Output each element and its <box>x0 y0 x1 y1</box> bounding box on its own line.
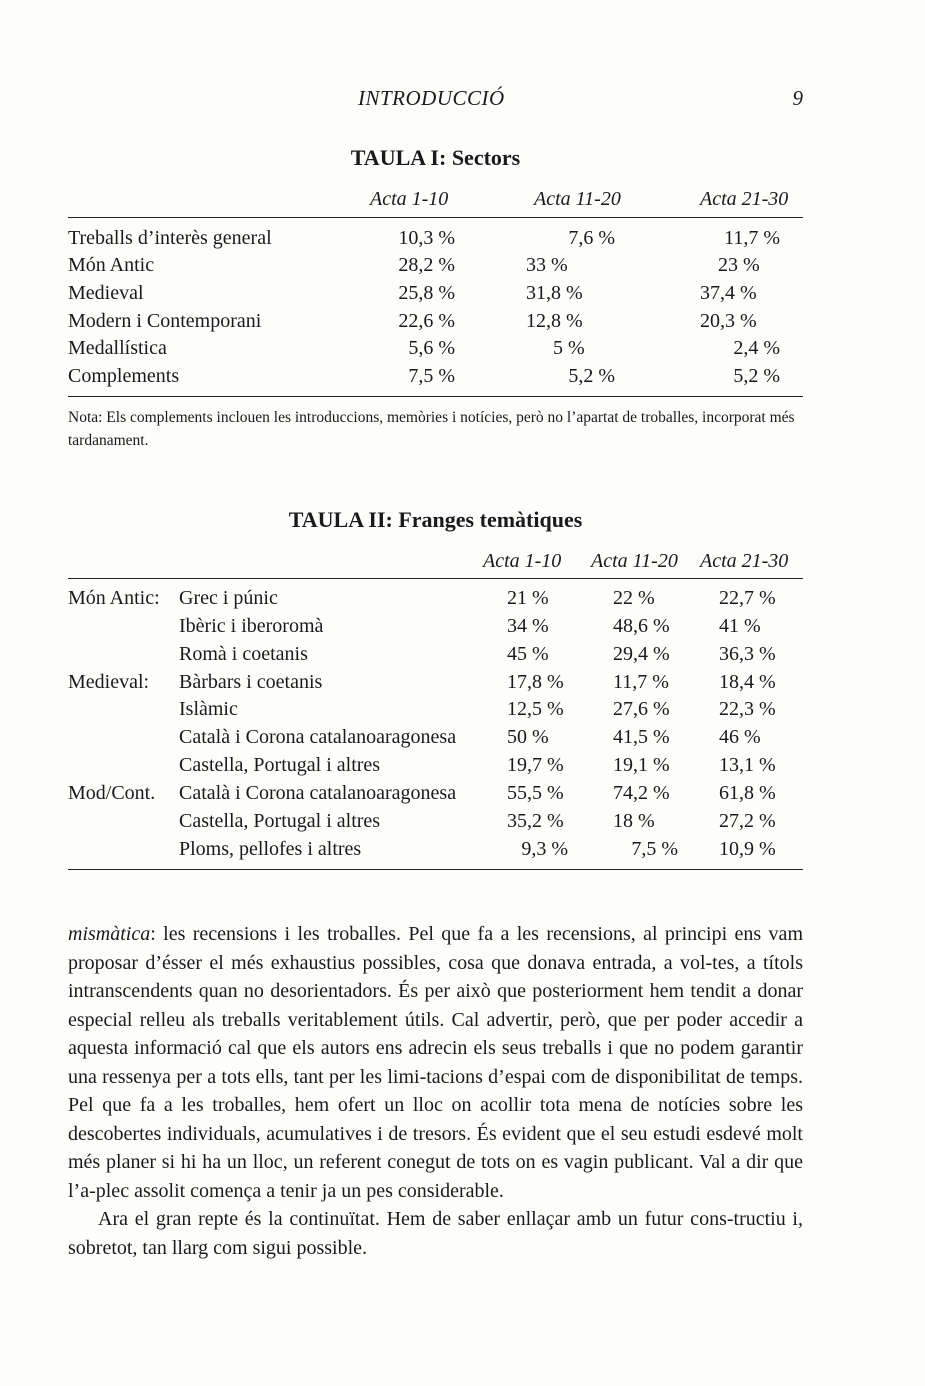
table1-title: TAULA I: Sectors <box>350 145 521 170</box>
table2-row-label: Castella, Portugal i altres <box>179 754 381 776</box>
table1-cell: 5 % <box>553 337 585 359</box>
table2-group-label: Medieval: <box>68 671 150 693</box>
table2-cell: 19,7 % <box>507 754 564 776</box>
table2-cell: 74,2 % <box>613 782 670 804</box>
running-head <box>68 86 803 116</box>
table1-cell: 25,8 % <box>398 282 455 304</box>
table1-col-header: Acta 21-30 <box>700 188 789 210</box>
table2-cell: 48,6 % <box>613 615 670 637</box>
table2-group-label: Món Antic: <box>68 587 160 609</box>
table1-row-label: Medieval <box>68 282 144 304</box>
table2-cell: 36,3 % <box>719 643 776 665</box>
table2-cell: 55,5 % <box>507 782 564 804</box>
table1-col-header: Acta 11-20 <box>534 188 621 210</box>
table1-row-label: Complements <box>68 365 180 387</box>
table1-cell: 2,4 % <box>733 337 780 359</box>
table1-cell: 10,3 % <box>398 227 455 249</box>
table2-row-label: Bàrbars i coetanis <box>179 671 323 693</box>
table2-group-label: Mod/Cont. <box>68 782 156 804</box>
table1-cell: 5,2 % <box>568 365 615 387</box>
paragraph <box>68 920 803 1205</box>
table2-cell: 10,9 % <box>719 838 776 860</box>
paragraph-text: : les recensions i les troballes. Pel que fa a les recensions, al principi ens vam proposar d’ésser el més exhaustius possibles, cosa que donava entrada, a vol-tes, a títols intranscendents quan no desorientadors. És per això que posteriorment hem tendit a donar especial relleu als treballs veritablement útils. Cal advertir, però, que per poder accedir a aquesta informació cal que els autors ens adrecin els seus treballs i que no podem garantir una ressenya per a tots ells, tant per les limi-tacions d’espai com de disponibilitat de temps. Pel que fa a les troballes, hem ofert un lloc on acollir tota mena de notícies sobre les descobertes individuals, acumulatives i de tresors. És evident que el seu estudi esdevé molt més planer si hi ha un lloc, un referent conegut de tots on es vagin publicant. Val a dir que l’a-plec assolit comença a tenir ja un pes considerable. <box>68 923 803 1202</box>
table2-row-label: Català i Corona catalanoaragonesa <box>179 726 457 748</box>
table1-top-rule <box>68 217 803 218</box>
table1-cell: 7,6 % <box>568 227 615 249</box>
table2-bottom-rule <box>68 869 803 870</box>
table2-cell: 61,8 % <box>719 782 776 804</box>
table1-cell: 5,6 % <box>408 337 455 359</box>
table1-row-label: Món Antic <box>68 254 155 276</box>
table2-cell: 21 % <box>507 587 549 609</box>
table1-bottom-rule <box>68 396 803 397</box>
table2-col-header: Acta 11-20 <box>591 550 678 572</box>
table2-cell: 46 % <box>719 726 761 748</box>
table2-row-label: Ibèric i iberoromà <box>179 615 324 637</box>
table2-cell: 13,1 % <box>719 754 776 776</box>
table2-cell: 34 % <box>507 615 549 637</box>
table1-col-header: Acta 1-10 <box>370 188 449 210</box>
table2-cell: 29,4 % <box>613 643 670 665</box>
table2-cell: 45 % <box>507 643 549 665</box>
table2-cell: 27,6 % <box>613 698 670 720</box>
table2-cell: 18 % <box>613 810 655 832</box>
running-title: INTRODUCCIÓ <box>358 86 505 110</box>
table1-cell: 11,7 % <box>724 227 780 249</box>
table2-row-label: Grec i púnic <box>179 587 278 609</box>
table1-row-label: Medallística <box>68 337 167 359</box>
page-number: 9 <box>792 86 803 110</box>
table1-cell: 23 % <box>718 254 760 276</box>
table2-cell: 50 % <box>507 726 549 748</box>
table2-cell: 22,7 % <box>719 587 776 609</box>
table1-note: Nota: Els complements inclouen les introduccions, memòries i notícies, però no l’apartat de troballes, incorporat més tardanament. <box>68 409 795 449</box>
table2-title: TAULA II: Franges temàtiques <box>288 507 583 532</box>
table2-cell: 18,4 % <box>719 671 776 693</box>
table1-cell: 5,2 % <box>733 365 780 387</box>
table2-cell: 19,1 % <box>613 754 670 776</box>
table2-col-header: Acta 21-30 <box>700 550 789 572</box>
table2-top-rule <box>68 578 803 579</box>
table1-cell: 20,3 % <box>700 310 757 332</box>
table2-cell: 22 % <box>613 587 655 609</box>
body-text <box>68 920 803 1262</box>
table1-cell: 12,8 % <box>526 310 583 332</box>
table1-cell: 28,2 % <box>398 254 455 276</box>
table2-cell: 9,3 % <box>521 838 568 860</box>
table2-cell: 41 % <box>719 615 761 637</box>
table1-cell: 22,6 % <box>398 310 455 332</box>
table2-cell: 11,7 % <box>613 671 669 693</box>
italic-term: mismàtica <box>68 923 151 945</box>
table1-row-label: Treballs d’interès general <box>68 227 272 249</box>
paragraph: Ara el gran repte és la continuïtat. Hem de saber enllaçar amb un futur cons-tructiu i, sobretot, tan llarg com sigui possible. <box>68 1208 803 1259</box>
table2-row-label: Ploms, pellofes i altres <box>179 838 362 860</box>
table1-cell: 33 % <box>526 254 568 276</box>
table1-cell: 31,8 % <box>526 282 583 304</box>
table2-row-label: Castella, Portugal i altres <box>179 810 381 832</box>
table2-row-label: Islàmic <box>179 698 238 720</box>
table2-cell: 7,5 % <box>631 838 678 860</box>
table1-cell: 37,4 % <box>700 282 757 304</box>
table1-cell: 7,5 % <box>408 365 455 387</box>
table2-row-label: Català i Corona catalanoaragonesa <box>179 782 457 804</box>
table2-row-label: Romà i coetanis <box>179 643 308 665</box>
table2-cell: 35,2 % <box>507 810 564 832</box>
table2-cell: 41,5 % <box>613 726 670 748</box>
table1-row-label: Modern i Contemporani <box>68 310 262 332</box>
table2-cell: 27,2 % <box>719 810 776 832</box>
table2-cell: 17,8 % <box>507 671 564 693</box>
table2-cell: 22,3 % <box>719 698 776 720</box>
table2-cell: 12,5 % <box>507 698 564 720</box>
table2-col-header: Acta 1-10 <box>483 550 562 572</box>
